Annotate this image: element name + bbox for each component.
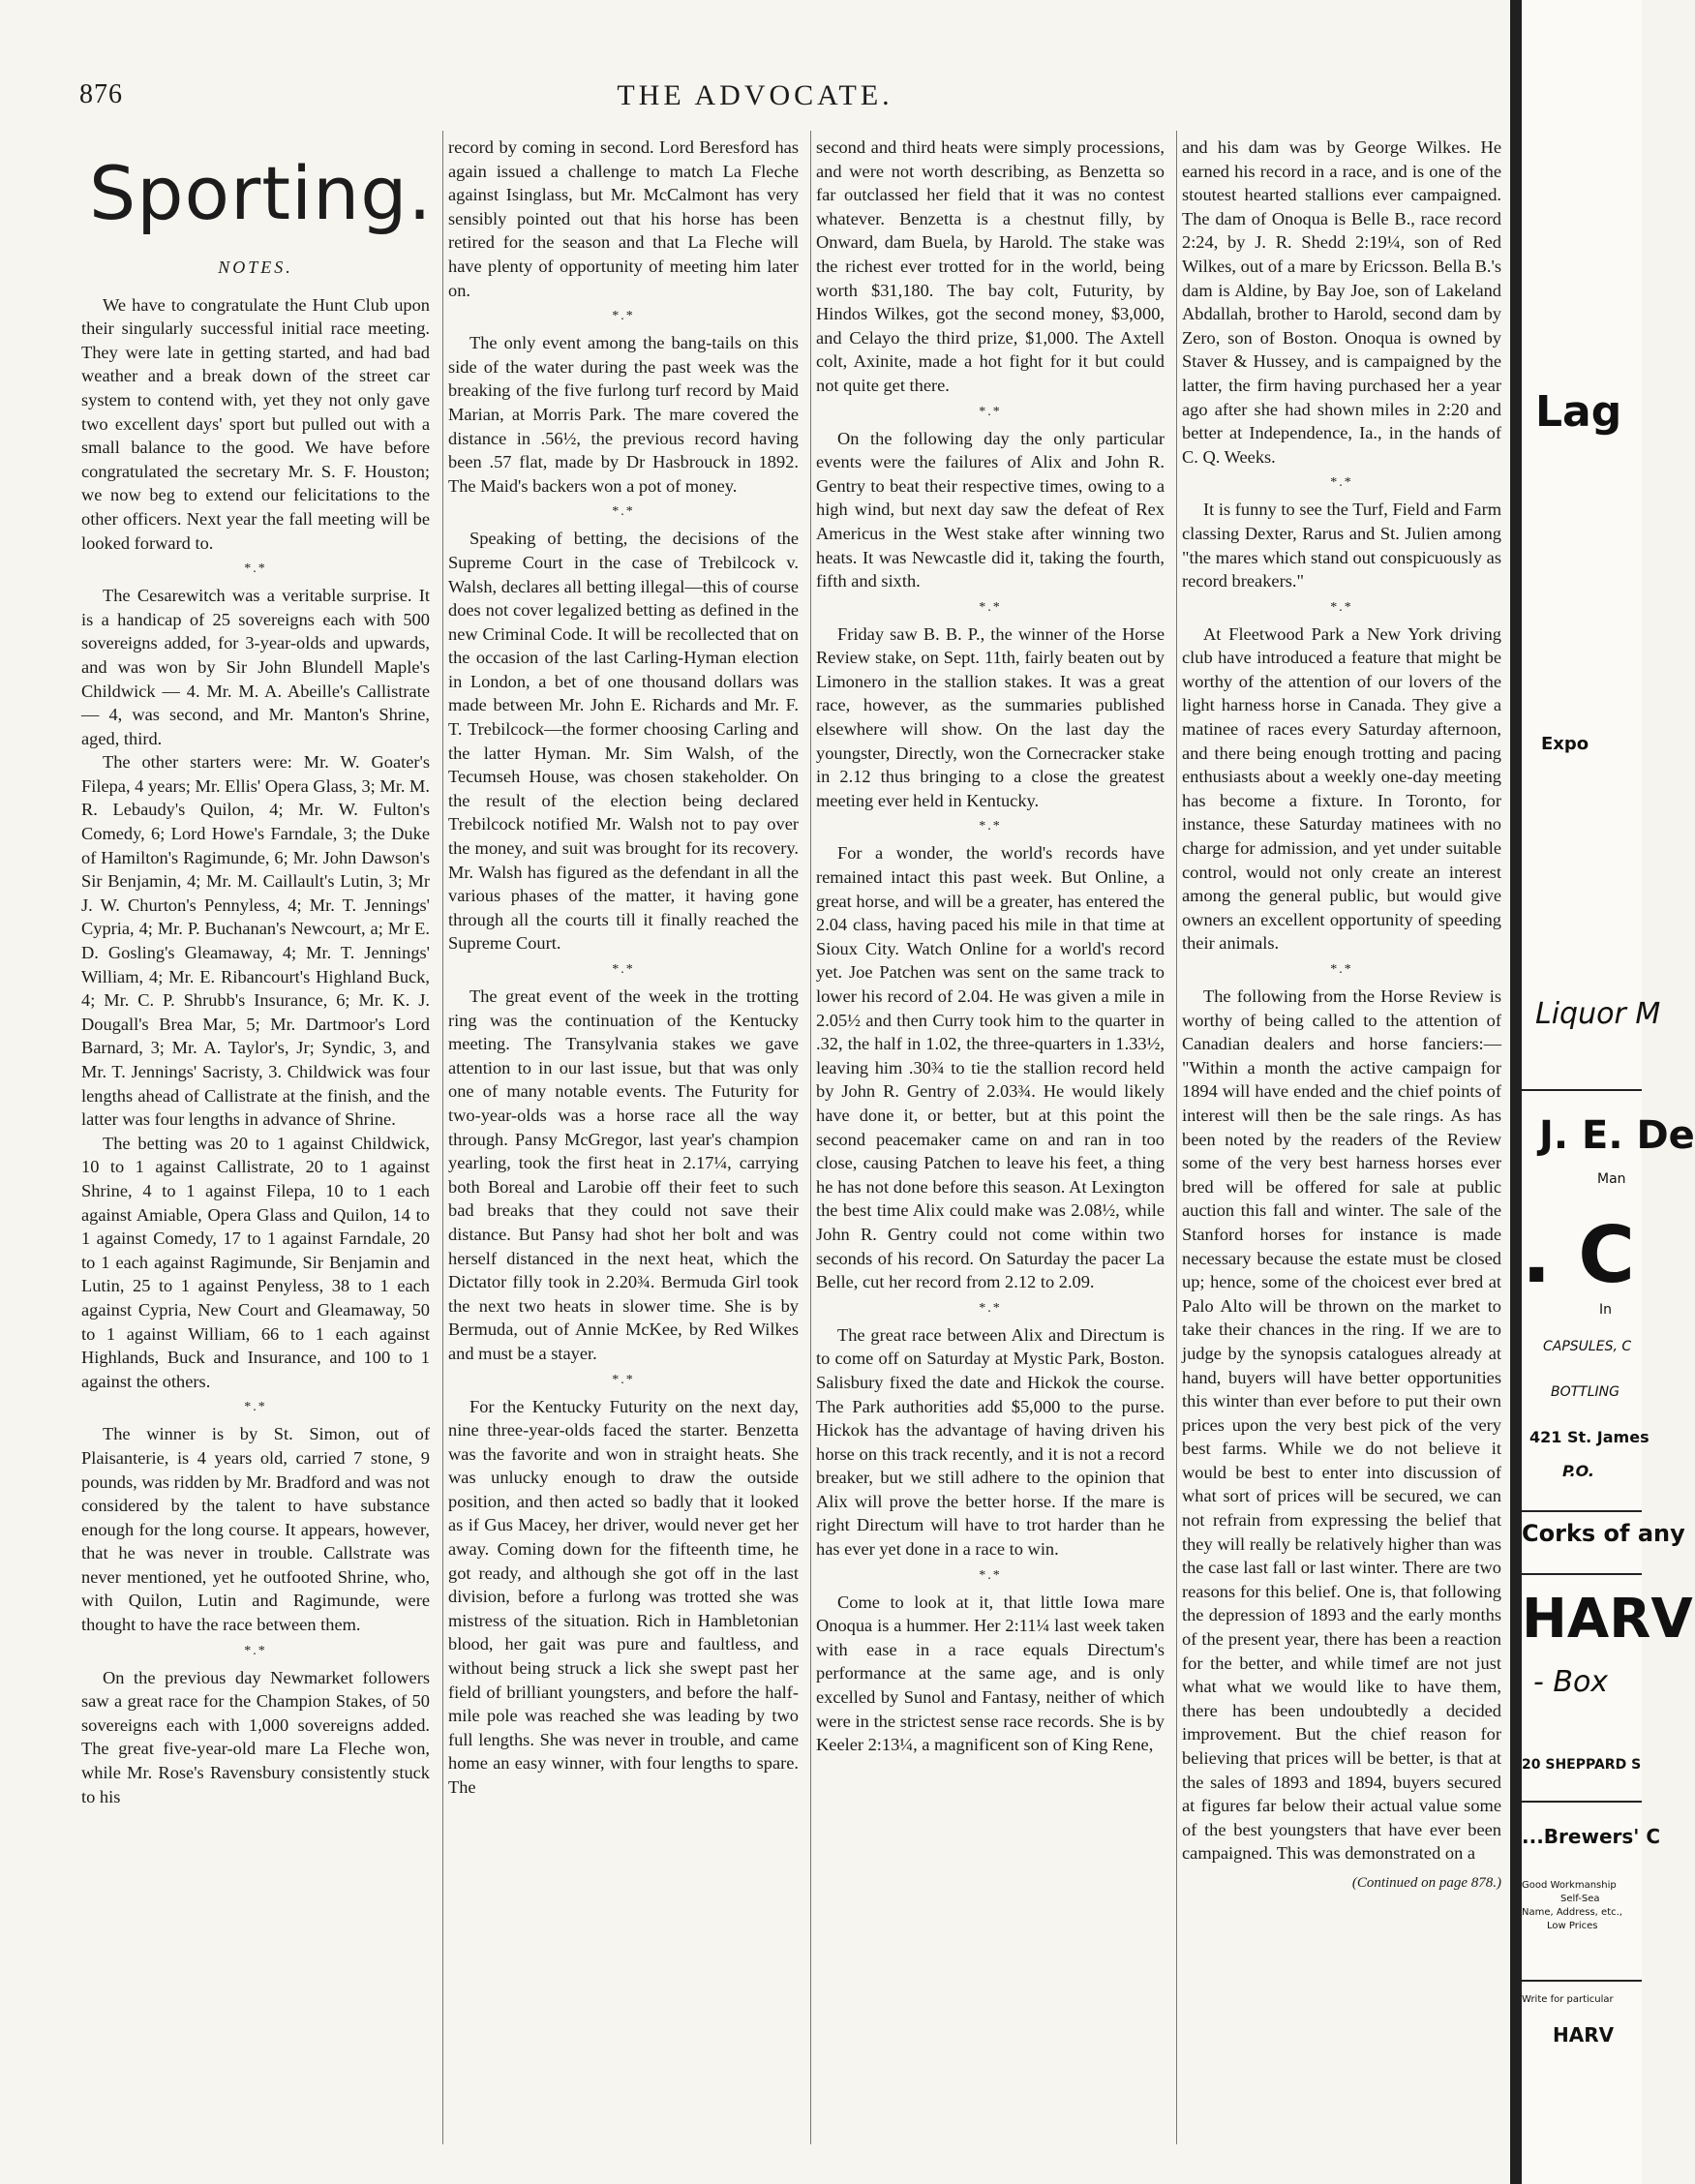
article-paragraph: It is funny to see the Turf, Field and Farm classing Dexter, Rarus and St. Julien among "the mares which stand out conspicuously as record breakers."	[1182, 500, 1501, 592]
column-rule	[1176, 131, 1177, 2144]
adjacent-page-rule	[1522, 1089, 1642, 1091]
continued-note: (Continued on page 878.)	[1351, 1874, 1501, 1891]
adjacent-page-text: Name, Address, etc.,	[1522, 1907, 1622, 1918]
adjacent-page-rule	[1522, 1573, 1642, 1575]
column-rule	[810, 131, 811, 2144]
adjacent-page-rule	[1522, 1510, 1642, 1512]
adjacent-page-text: CAPSULES, C	[1543, 1339, 1632, 1354]
column-rule	[442, 131, 443, 2144]
article-paragraph: The betting was 20 to 1 against Childwick, 10 to 1 against Callistrate, 20 to 1 against Shrine, 4 to 1 against Filepa, 10 to 1 each against Amiable, Opera Glass and Quilon, 14 to 1 against Comedy, 17 to 1 against Farndale, 20 to 1 each against Ragimunde, Sir Benjamin and Lutin, 25 to 1 against Penyless, 38 to 1 each against Cypria, New Court and Gleamaway, 50 to 1 against William, 66 to 1 each against Highlands, Buck and Insurance, and 100 to 1 against the others.	[81, 1133, 430, 1391]
adjacent-page-text: Liquor M	[1535, 997, 1661, 1031]
adjacent-page-text: Low Prices	[1547, 1921, 1598, 1931]
adjacent-page-text: HARV	[1522, 1588, 1693, 1651]
section-divider-stars: *.*	[979, 819, 1002, 834]
adjacent-page-text: Write for particular	[1522, 1994, 1614, 2005]
section-divider-stars: *.*	[1330, 599, 1353, 615]
section-divider-stars: *.*	[1330, 962, 1353, 977]
article-paragraph: For a wonder, the world's records have remained intact this past week. But Online, a great horse, and will be a greater, has entered the 2.04 class, having paced his mile in that time at Sioux City. Watch Online for a world's record yet. Joe Patchen was sent on the same track to lower his record of 2.04. He was given a mile in 2.05½ and then Curry took him to the quarter in .32, the half in 1.02, the three-quarters in 1.33½, leaving him .30¾ to tie the stallion record held by John R. Gentry of 2.03¾. He would likely have done it, or better, but at this point the second peacemaker came on and ran in too close, causing Patchen to leave his feet, a thing he has not done before this season. At Lexington the best time Alix could make was 2.08½, while John R. Gentry could not come within two seconds of his record. On Saturday the pacer La Belle, cut her record from 2.12 to 2.09.	[816, 843, 1165, 1292]
article-paragraph: Speaking of betting, the decisions of the Supreme Court in the case of Trebilcock v. Walsh, declares all betting illegal—this of course does not cover legalized betting as defined in the new Criminal Code. It will be recollected that on the occasion of the last Carling-Hyman election in London, a bet of one thousand dollars was made between Mr. John E. Richards and Mr. F. T. Trebilcock—the former choosing Carling and the latter Hyman. Mr. Sim Walsh, of the Tecumseh House, was chosen stakeholder. On the result of the election being declared Trebilcock notified Mr. Walsh not to pay over the money, and suit was brought for its recovery. Mr. Walsh has figured as the defendant in all the various phases of the matter, it having gone through all the courts till it finally reached the Supreme Court.	[448, 529, 799, 954]
column-4	[1182, 136, 1501, 1896]
article-paragraph: The winner is by St. Simon, out of Plaisanterie, is 4 years old, carried 7 stone, 9 pounds, was ridden by Mr. Bradford and was not considered by the talent to have substance enough for the long course. It appears, however, that he was never in trouble. Callstrate was never mentioned, yet he outfooted Shrine, who, with Quilon, Lutin and Ragimunde, were thought to have the race between them.	[81, 1424, 430, 1635]
article-paragraph: The great race between Alix and Directum is to come off on Saturday at Mystic Park, Boston. Salisbury fixed the date and Hickok the course. The Park authorities add $5,000 to the purse. Hickok has the advantage of having driven his horse on this track recently, and it is not a record breaker, but we still adhere to the opinion that Alix will prove the better horse. If the mare is right Directum will have to trot harder than he has ever yet done in a race to win.	[816, 1324, 1165, 1560]
section-divider-stars: *.*	[612, 504, 635, 520]
adjacent-page-text: P.O.	[1562, 1462, 1595, 1480]
adjacent-page-rule	[1522, 1801, 1642, 1803]
section-divider-stars: *.*	[244, 1400, 267, 1415]
section-divider-stars: *.*	[244, 1643, 267, 1658]
article-paragraph: We have to congratulate the Hunt Club upon their singularly successful initial race meeting. They were late in getting started, and had bad weather and a break down of the street car system to contend with, yet they not only gave two excellent days' sport but pulled out with a small balance to the good. We have before congratulated the secretary Mr. S. F. Houston; we now beg to extend our felicitations to the other officers. Next year the fall meeting will be looked forward to.	[81, 294, 430, 553]
article-paragraph: On the previous day Newmarket followers saw a great race for the Champion Stakes, of 50 sovereigns each with 1,000 sovereigns added. The great five-year-old mare La Fleche won, while Mr. Rose's Ravensbury consistently stuck to his	[81, 1667, 430, 1806]
article-paragraph: The following from the Horse Review is worthy of being called to the attention of Canadian dealers and horse fanciers:— "Within a month the active campaign for 1894 will have ended and the chief points of interest will then be the sale rings. As has been noted by the readers of the Review some of the very best harness horses ever bred will be offered for sale at public auction this fall and winter. The sale of the Stanford horses for instance is made necessary because the estate must be closed up; hence, some of the choicest ever bred at Palo Alto will be thrown on the market to take their chances in the ring. If we are to judge by the synopsis catalogues already at hand, buyers will have better opportunities this winter than ever before to put their own prices upon the very best pick of the very best farms. While we do not believe it would be best to enter into discussion of what sort of prices will be secured, we can not refrain from expressing the belief that they will really be relatively higher than was the case last fall or last winter. There are two reasons for this belief. One is, that following the depression of 1893 and the early months of the present year, there has been a reaction for the better, and while timef are not just what what we would like to have them, there has been undoubtedly a decided improvement. But the chief reason for believing that prices will be better, is that at the sales of 1893 and 1894, buyers secured at figures far below their actual value some of the best youngsters that have ever been campaigned. This was demonstrated on a	[1182, 986, 1501, 1864]
section-divider-stars: *.*	[979, 599, 1002, 615]
section-divider-stars: *.*	[244, 561, 267, 577]
adjacent-page-text: ...Brewers' C	[1522, 1825, 1661, 1848]
page-gutter	[1510, 0, 1522, 2184]
section-divider-stars: *.*	[612, 309, 635, 324]
article-paragraph: record by coming in second. Lord Beresford has again issued a challenge to match La Fleche against Isinglass, but Mr. McCalmont has very sensibly pointed out that his horse has been retired for the season and that La Fleche will have plenty of opportunity of meeting him later on.	[448, 137, 799, 300]
section-divider-stars: *.*	[979, 1567, 1002, 1583]
article-paragraph: For the Kentucky Futurity on the next day, nine three-year-olds faced the starter. Benzetta was the favorite and won in straight heats. She was unlucky enough to draw the outside position, and then acted so badly that it looked as if Gus Macey, her driver, would never get her away. Coming down for the fifteenth time, he got ready, and although she got off in the last division, before a furlong was trotted she was mistress of the situation. Rich in Hambletonian blood, her gait was pure and faultless, and without being struck a lick she swept past her field of brilliant youngsters, and before the half-mile pole was reached she was leading by two full lengths. She was never in trouble, and came home an easy winner, with four lengths to spare. The	[448, 1396, 799, 1797]
article-paragraph: On the following day the only particular events were the failures of Alix and John R. Gentry to beat their respective times, owing to a high wind, but next day saw the defeat of Rex Americus in the West stake after winning two heats. It was Newcastle did it, taking the fourth, fifth and sixth.	[816, 428, 1165, 592]
adjacent-page-text: - Box	[1533, 1665, 1609, 1699]
adjacent-page-text: 421 St. James	[1529, 1428, 1650, 1446]
section-divider-stars: *.*	[1330, 475, 1353, 491]
adjacent-page-text: Self-Sea	[1560, 1894, 1600, 1904]
article-paragraph: The Cesarewitch was a veritable surprise. It is a handicap of 25 sovereigns each with 500 sovereigns added, for 3-year-olds and upwards, and was won by Sir John Blundell Maple's Childwick — 4. Mr. M. A. Abeille's Callistrate — 4, was second, and Mr. Manton's Shrine, aged, third.	[81, 586, 430, 748]
adjacent-page-text: 20 SHEPPARD S	[1522, 1757, 1642, 1773]
column-2	[448, 136, 799, 1800]
adjacent-page-text: BOTTLING	[1551, 1384, 1619, 1400]
adjacent-page-text: Good Workmanship	[1522, 1880, 1617, 1891]
section-divider-stars: *.*	[612, 962, 635, 977]
page-header	[0, 79, 1510, 118]
paper-title: THE ADVOCATE.	[617, 79, 893, 111]
article-paragraph: second and third heats were simply processions, and were not worth describing, as Benzetta so far outclassed her field that it was no contest whatever. Benzetta is a chestnut filly, by Onward, dam Buela, by Harold. The stake was the richest ever trotted for in the world, being worth $31,180. The bay colt, Futurity, by Hindos Wilkes, got the second money, $3,000, and Celayo the third prize, $1,000. The Axtell colt, Axinite, made a hot fight for it but could not quite get there.	[816, 137, 1165, 395]
article-paragraph: and his dam was by George Wilkes. He earned his record in a race, and is one of the stoutest hearted stallions ever campaigned. The dam of Onoqua is Belle B., race record 2:24, by J. R. Shedd 2:19¼, son of Red Wilkes, out of a mare by Ericsson. Bella B.'s dam is Aldine, by Bay Joe, son of Lakeland Abdallah, brother to Harold, second dam by Zero, son of Boston. Onoqua is owned by Staver & Hussey, and is campaigned by the latter, the firm having purchased her a year ago after she had shown miles in 2:20 and better at Independence, Ia., in the hands of C. Q. Weeks.	[1182, 137, 1501, 467]
adjacent-page-text: J. E. De	[1539, 1113, 1695, 1158]
section-title: Sporting.	[89, 150, 433, 236]
section-divider-stars: *.*	[979, 404, 1002, 419]
adjacent-page-text: Man	[1597, 1171, 1626, 1187]
adjacent-page-text: In	[1599, 1302, 1613, 1318]
article-paragraph: The other starters were: Mr. W. Goater's Filepa, 4 years; Mr. Ellis' Opera Glass, 3; Mr. M. R. Lebaudy's Quilon, 4; Mr. W. Fulton's Comedy, 6; Lord Howe's Farndale, 3; the Duke of Hamilton's Ragimunde, 6; Mr. John Dawson's Sir Benjamin, 4; Mr. M. Caillault's Lutin, 3; Mr J. W. Churton's Pennyless, 4; Mr. T. Jennings' Cypria, 4; Mr. P. Buchanan's Newcourt, a; Mr E. D. Gosling's Gleamaway, 4; Mr. T. Jennings' William, 4; Mr. E. Ribancourt's Highland Buck, 4; Mr. C. P. Shrubb's Insurance, 6; Mr. K. J. Dougall's Brea Mar, 5; Mr. Dartmoor's Lord Barnard, 3; Mr. A. Taylor's, Jr; Syndic, 3, and Mr. T. Jennings' Sacristy, 3. Childwick was four lengths ahead of Callistrate at the finish, and the latter was four lengths in advance of Shrine.	[81, 752, 430, 1130]
page-number: 876	[79, 79, 123, 109]
adjacent-page-text: . C	[1522, 1210, 1635, 1300]
adjacent-page-text: Lag	[1535, 387, 1622, 437]
column-3	[816, 136, 1165, 1757]
adjacent-page-text: Expo	[1541, 734, 1589, 754]
article-paragraph: At Fleetwood Park a New York driving club have introduced a feature that might be worthy of the attention of our lovers of the light harness horse in Canada. They give a matinee of races every Saturday afternoon, and there being enough trotting and pacing enthusiasts about a weekly one-day meeting has become a fixture. In Toronto, for instance, these Saturday matinees with no charge for admission, and yet under suitable control, would not only create an interest among the general public, but would give owners an excellent opportunity of speeding their animals.	[1182, 623, 1501, 954]
adjacent-page-text: HARV	[1553, 2023, 1615, 2047]
adjacent-page-rule	[1522, 1980, 1642, 1982]
adjacent-page-text: Corks of any	[1522, 1520, 1685, 1547]
section-divider-stars: *.*	[612, 1372, 635, 1387]
adjacent-page-fragment	[1522, 0, 1695, 2184]
section-subtitle: NOTES.	[218, 258, 293, 277]
article-paragraph: The only event among the bang-tails on this side of the water during the past week was the breaking of the five furlong turf record by Maid Marian, at Morris Park. The mare covered the distance in .56½, the previous record having been .57 flat, made by Dr Hasbrouck in 1892. The Maid's backers won a pot of money.	[448, 333, 799, 496]
section-divider-stars: *.*	[979, 1300, 1002, 1316]
article-paragraph: Friday saw B. B. P., the winner of the Horse Review stake, on Sept. 11th, fairly beaten out by Limonero in the stallion stakes. It was a great race, however, as the summaries published elsewhere will show. On the last day the youngster, Directly, won the Cornecracker stake in 2.12 thus bringing to a close the greatest meeting ever held in Kentucky.	[816, 623, 1165, 810]
article-paragraph: Come to look at it, that little Iowa mare Onoqua is a hummer. Her 2:11¼ last week taken with ease in a race equals Directum's performance at the same age, and is only excelled by Sunol and Fantasy, neither of which were in the strictest sense race records. She is by Keeler 2:13¼, a magnificent son of King Rene,	[816, 1592, 1165, 1755]
article-paragraph: The great event of the week in the trotting ring was the continuation of the Kentucky meeting. The Transylvania stakes we gave attention to in our last issue, but that was only one of many notable events. The Futurity for two-year-olds was a horse race all the way through. Pansy McGregor, last year's champion yearling, took the first heat in 2.17¼, carrying both Boreal and Larobie off their feet to such bad breaks that they could not save their distance. But Pansy had shot her bolt and was herself distanced in the next heat, which the Dictator filly took in 2.20¾. Bermuda Girl took the next two heats in slower time. She is by Bermuda, out of Annie McKee, by Red Wilkes and must be a stayer.	[448, 986, 799, 1363]
column-1	[81, 136, 433, 1808]
